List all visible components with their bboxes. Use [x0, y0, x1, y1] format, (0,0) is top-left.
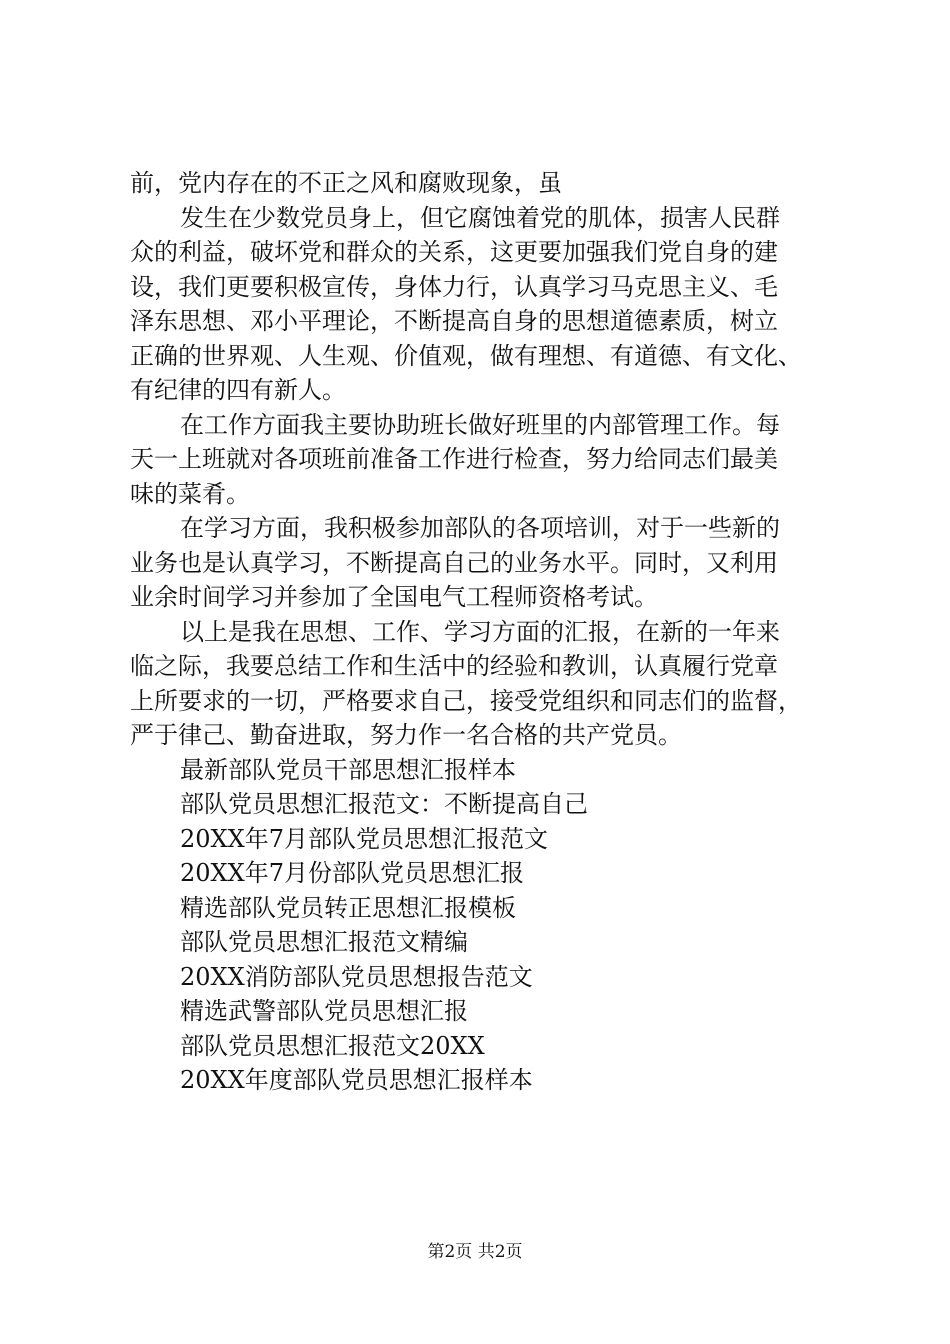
related-article-title: 20XX年7月部队党员思想汇报范文 — [180, 824, 548, 853]
body-text-line: 众的利益，破坏党和群众的关系，这更要加强我们党自身的建 — [130, 238, 778, 266]
related-articles-list — [130, 753, 850, 1098]
body-text-line: 临之际，我要总结工作和生活中的经验和教训，认真履行党章 — [130, 652, 778, 680]
document-body — [130, 166, 850, 1098]
body-text-line: 前，党内存在的不正之风和腐败现象，虽 — [130, 169, 562, 197]
related-article-title: 20XX年度部队党员思想汇报样本 — [180, 1066, 533, 1094]
body-text-line: 以上是我在思想、工作、学习方面的汇报，在新的一年来 — [180, 617, 780, 646]
body-text-line: 设，我们更要积极宣传，身体力行，认真学习马克思主义、毛 — [130, 272, 778, 301]
related-article-title: 部队党员思想汇报范文：不断提高自己 — [180, 790, 588, 818]
related-article-title: 部队党员思想汇报范文20XX — [180, 1031, 485, 1060]
body-text-line: 在学习方面，我积极参加部队的各项培训，对于一些新的 — [180, 514, 780, 542]
body-text-line: 严于律己、勤奋进取，努力作一名合格的共产党员。 — [130, 721, 682, 749]
related-article-title: 最新部队党员干部思想汇报样本 — [180, 755, 516, 784]
related-article-title: 部队党员思想汇报范文精编 — [180, 928, 468, 956]
page-number-footer: 第2页 共2页 — [427, 1242, 523, 1262]
body-text-line: 泽东思想、邓小平理论，不断提高自身的思想道德素质，树立 — [130, 307, 778, 335]
body-text-line: 发生在少数党员身上，但它腐蚀着党的肌体，损害人民群 — [180, 203, 780, 232]
related-article-title: 20XX消防部队党员思想报告范文 — [180, 962, 533, 991]
body-text-line: 正确的世界观、人生观、价值观，做有理想、有道德、有文化、 — [130, 341, 802, 370]
body-text-line: 在工作方面我主要协助班长做好班里的内部管理工作。每 — [180, 410, 780, 439]
related-article-title: 精选武警部队党员思想汇报 — [180, 997, 468, 1025]
body-text-line: 天一上班就对各项班前准备工作进行检查，努力给同志们最美 — [130, 445, 778, 473]
body-text-line: 味的菜肴。 — [130, 479, 250, 508]
related-article-title: 精选部队党员转正思想汇报模板 — [180, 893, 516, 922]
body-text-line: 有纪律的四有新人。 — [130, 376, 346, 404]
body-paragraphs — [130, 166, 850, 753]
related-article-title: 20XX年7月份部队党员思想汇报 — [180, 859, 524, 887]
body-text-line: 业务也是认真学习，不断提高自己的业务水平。同时，又利用 — [130, 548, 778, 577]
body-text-line: 业余时间学习并参加了全国电气工程师资格考试。 — [130, 583, 658, 611]
body-text-line: 上所要求的一切，严格要求自己，接受党组织和同志们的监督， — [130, 686, 802, 715]
